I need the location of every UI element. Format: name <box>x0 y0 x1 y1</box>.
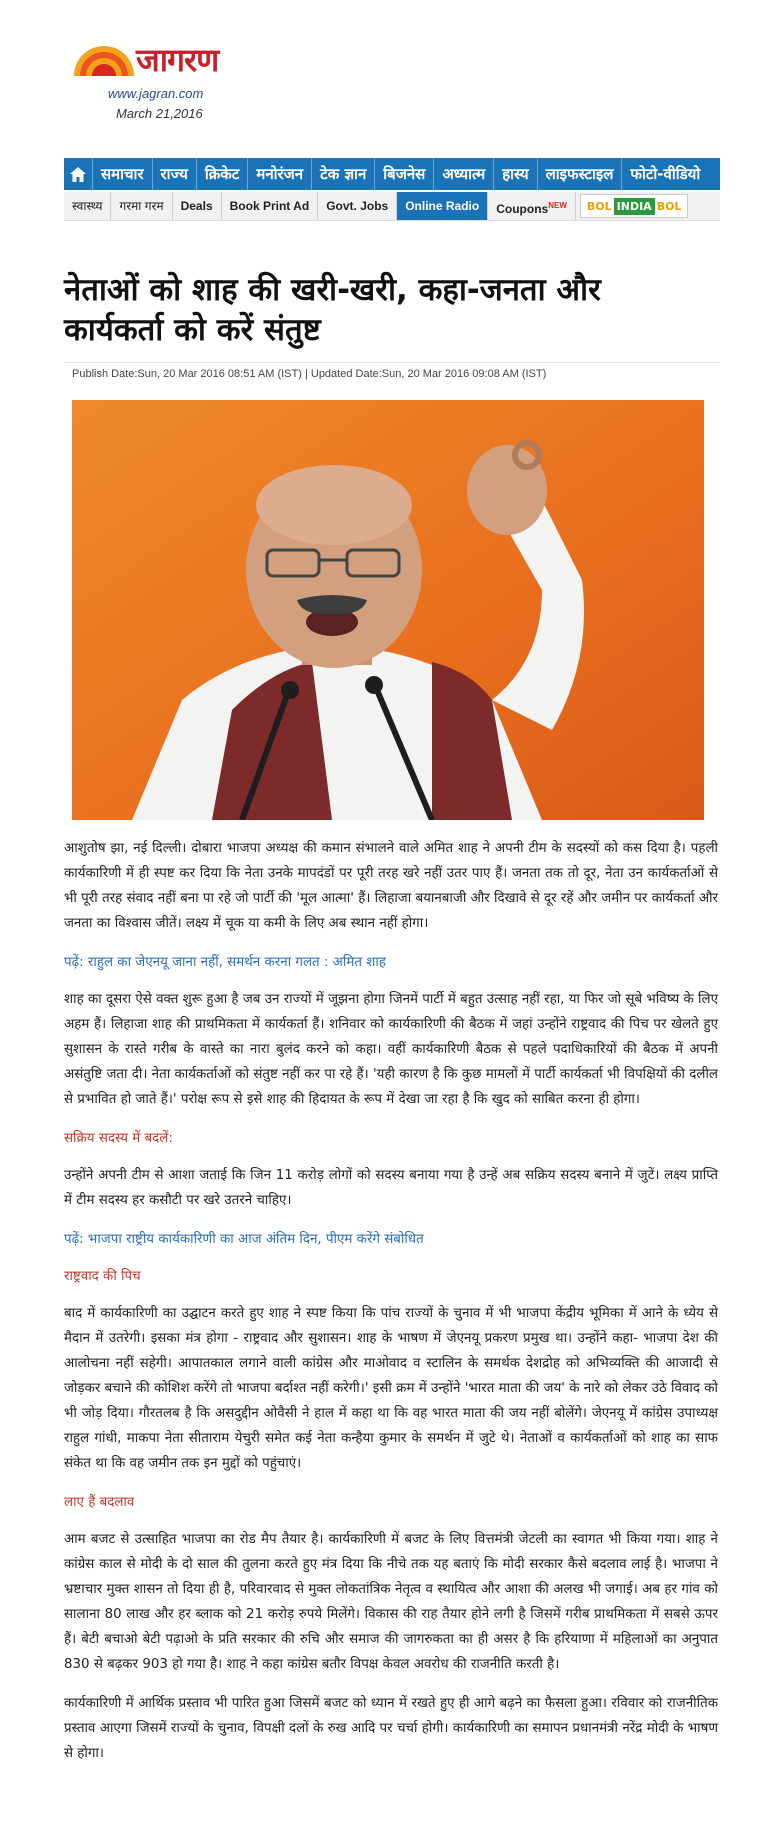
edition-date: March 21,2016 <box>116 106 203 121</box>
subheading-1: सक्रिय सदस्य में बदलें: <box>64 1131 173 1146</box>
article-photo <box>72 400 704 820</box>
nav-item-rajya[interactable]: राज्य <box>152 158 196 190</box>
nav2-item-govt-jobs[interactable]: Govt. Jobs <box>318 192 397 220</box>
bib-mid: INDIA <box>614 198 655 215</box>
primary-nav <box>64 158 720 190</box>
nav2-item-deals[interactable]: Deals <box>173 192 222 220</box>
home-icon[interactable] <box>64 158 92 190</box>
nav2-item-coupons[interactable] <box>488 192 576 220</box>
publish-meta: Publish Date:Sun, 20 Mar 2016 08:51 AM (IST) | Updated Date:Sun, 20 Mar 2016 09:08 AM (IST) <box>72 368 547 380</box>
nav-item-photo-video[interactable]: फोटो-वीडियो <box>621 158 708 190</box>
headline-divider <box>64 362 720 363</box>
paragraph-2: शाह का दूसरा ऐसे वक्त शुरू हुआ है जब उन राज्यों में जूझना होगा जिनमें पार्टी में बहुत उत्साह नहीं रहा, या फिर जो सूबे भविष्य के लिए अहम हैं। लिहाजा शाह की प्राथमिकता में कार्यकर्ता हैं। शनिवार को कार्यकारिणी की बैठक में जहां उन्होंने राष्ट्रवाद की पिच पर खेलते हुए सुशासन के रास्ते गरीब के वास्ते का नारा बुलंद करने को कहा। वहीं कार्यकारिणी बैठक से पहले पदाधिकारियों की बैठक में अपनी असंतुष्टि जता दी। नेता कार्यकर्ताओं को संतुष्ट नहीं कर पा रहे हैं। 'यही कारण है कि कुछ मामलों में पार्टी कार्यकर्ता भी विपक्षियों की दलील से प्रभावित हो जाते हैं।' परोक्ष रूप से इसे शाह की हिदायत के रूप में देखा जा रहा है कि खुद को साबित करना ही होगा। <box>64 992 718 1107</box>
paragraph-5: आम बजट से उत्साहित भाजपा का रोड मैप तैयार है। कार्यकारिणी में बजट के लिए वित्तमंत्री जेटली का स्वागत भी किया गया। शाह ने कांग्रेस काल से मोदी के दो साल की तुलना करते हुए मंत्र दिया कि नीचे तक यह बताएं कि मोदी सरकार कैसे बदलाव लाई है। भाजपा ने भ्रष्टाचार मुक्त शासन तो दिया ही है, परिवारवाद से मुक्त लोकतांत्रिक नेतृत्व व स्थायित्व और आशा की अलख भी जगाई। अब हर गांव को सालाना 80 लाख और हर ब्लाक को 21 करोड़ रुपये मिलेंगे। विकास की राह तैयार होने लगी है जिसमें गरीब प्राथमिकता में सबसे ऊपर हैं। बेटी बचाओ बेटी पढ़ाओ के प्रति सरकार की रुचि और समाज की जागरुकता का ही असर है कि हरियाणा में महिलाओं का अनुपात 830 से बढ़कर 903 हो गया है। शाह ने कहा कांग्रेस बतौर विपक्ष केवल अवरोध की राजनीति करती है। <box>64 1532 718 1672</box>
nav2-item-online-radio[interactable]: Online Radio <box>397 192 488 220</box>
nav-item-business[interactable]: बिजनेस <box>374 158 433 190</box>
paragraph-4: बाद में कार्यकारिणी का उद्घाटन करते हुए शाह ने स्पष्ट किया कि पांच राज्यों के चुनाव में भी भाजपा केंद्रीय भूमिका में आने के ध्येय से मैदान में उतरेगी। इसका मंत्र होगा - राष्ट्रवाद और सुशासन। शाह के भाषण में जेएनयू प्रकरण प्रमुख था। उन्होंने कहा- भाजपा देश की आलोचना नहीं सहेगी। आपातकाल लगाने वाली कांग्रेस और माओवाद व स्टालिन के समर्थक देशद्रोह को अभिव्यक्ति की आजादी से जोड़कर बचाने की कोशिश करेंगे तो भाजपा बर्दाश्त नहीं करेगी।' इसी क्रम में उन्होंने 'भारत माता की जय' के नारे को लेकर उठे विवाद को भी जोड़ दिया। गौरतलब है कि असदुद्दीन ओवैसी ने हाल में कहा था कि वह भारत माता की जय नहीं बोलेंगे। जेएनयू में कांग्रेस उपाध्यक्ष राहुल गांधी, माकपा नेता सीताराम येचुरी समेत कई नेता कन्हैया कुमार के समर्थन में जुटे थे। नेताओं व कार्यकर्ताओं को शाह का साफ संकेत था कि वह जमीन तक इन मुद्दों को पहुंचाएं। <box>64 1306 718 1471</box>
nav-item-manoranjan[interactable]: मनोरंजन <box>247 158 311 190</box>
nav2-item-garma-garam[interactable]: गरमा गरम <box>111 192 172 220</box>
brand-logo[interactable] <box>72 38 252 78</box>
bib-left: BOL <box>586 199 612 213</box>
secondary-nav <box>64 192 720 221</box>
bol-india-bol-badge[interactable] <box>580 194 689 218</box>
subheading-2: राष्ट्रवाद की पिच <box>64 1269 141 1284</box>
nav-item-tech[interactable]: टेक ज्ञान <box>311 158 374 190</box>
related-link-2[interactable]: पढ़ें: भाजपा राष्ट्रीय कार्यकारिणी का आज अंतिम दिन, पीएम करेंगे संबोधित <box>64 1232 424 1247</box>
related-link-1[interactable]: पढ़ें: राहुल का जेएनयू जाना नहीं, समर्थन करना गलत : अमित शाह <box>64 955 386 970</box>
nav-item-adhyatm[interactable]: अध्यात्म <box>433 158 493 190</box>
rising-sun-logo <box>72 40 136 78</box>
new-badge: NEW <box>548 201 567 210</box>
nav-item-cricket[interactable]: क्रिकेट <box>196 158 248 190</box>
bib-right: BOL <box>656 199 682 213</box>
speaker-photo-illustration <box>72 400 704 820</box>
paragraph-3: उन्होंने अपनी टीम से आशा जताई कि जिन 11 करोड़ लोगों को सदस्य बनाया गया है उन्हें अब सक्रिय सदस्य बनाने में जुटें। लक्ष्य प्राप्ति में टीम सदस्य हर कसौटी पर खरे उतरने चाहिए। <box>64 1168 718 1208</box>
brand-name: जागरण <box>136 41 219 79</box>
paragraph-6: कार्यकारिणी में आर्थिक प्रस्ताव भी पारित हुआ जिसमें बजट को ध्यान में रखते हुए ही आगे बढ़ने का फैसला हुआ। रविवार को राजनीतिक प्रस्ताव आएगा जिसमें राज्यों के चुनाव, विपक्षी दलों के रुख आदि पर चर्चा होगी। कार्यकारिणी का समापन प्रधानमंत्री नरेंद्र मोदी के भाषण से होगा। <box>64 1696 718 1761</box>
site-url[interactable]: www.jagran.com <box>108 86 204 101</box>
article-headline: नेताओं को शाह की खरी-खरी, कहा-जनता और कार्यकर्ता को करें संतुष्ट <box>64 272 601 348</box>
subheading-3: लाए हैं बदलाव <box>64 1495 135 1510</box>
nav-item-hasya[interactable]: हास्य <box>493 158 536 190</box>
nav2-item-book-print-ad[interactable]: Book Print Ad <box>222 192 319 220</box>
coupons-label: Coupons <box>496 202 549 216</box>
nav2-item-swasthya[interactable]: स्वास्थ्य <box>64 192 111 220</box>
nav-item-lifestyle[interactable]: लाइफस्टाइल <box>537 158 622 190</box>
masthead <box>72 38 272 128</box>
article-body <box>64 836 718 1780</box>
paragraph-1: आशुतोष झा, नई दिल्ली। दोबारा भाजपा अध्यक्ष की कमान संभालने वाले अमित शाह ने अपनी टीम के सदस्यों को कस दिया है। पहली कार्यकारिणी में ही स्पष्ट कर दिया कि नेता उनके मापदंडों पर पूरी तरह खरे नहीं उतर पाए हैं। जनता तक तो दूर, नेता उन कार्यकर्ताओं से भी पूरी तरह संवाद नहीं बना पा रहे जो पार्टी की 'मूल आत्मा' हैं। लिहाजा बयानबाजी और दिखावे से दूर रहें और जमीन पर कार्यकर्ता और जनता का विश्वास जीतें। लक्ष्य में चूक या कमी के लिए अब स्थान नहीं होगा। <box>64 841 718 931</box>
nav-item-samachar[interactable]: समाचार <box>92 158 152 190</box>
